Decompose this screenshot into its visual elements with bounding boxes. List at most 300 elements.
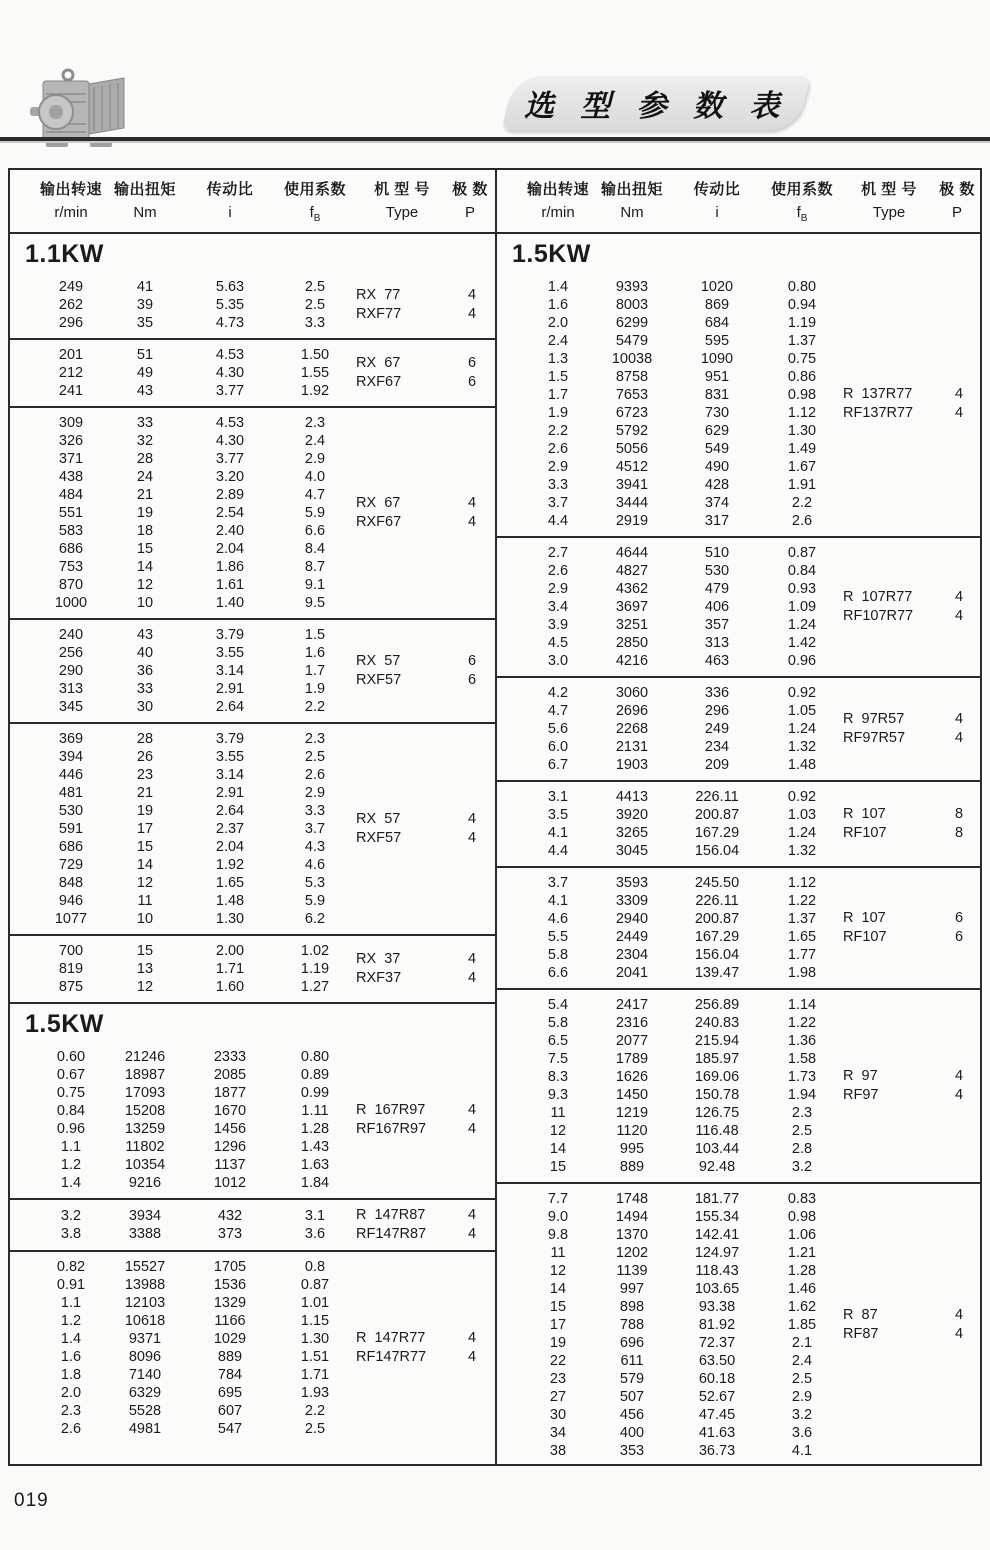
table-row [10,802,354,820]
cell-ratio: 93.38 [698,1299,736,1315]
cell-speed: 484 [58,487,84,503]
cell-servicefactor: 1.22 [787,1015,817,1031]
gear-group [497,538,980,676]
table-row [497,738,841,756]
cell-ratio: 2.89 [215,487,245,503]
cell-servicefactor: 2.6 [791,513,813,529]
cell-torque: 3045 [615,843,649,859]
gearmotor-logo-image [28,62,138,166]
cell-servicefactor: 3.2 [791,1159,813,1175]
type-name: RF147R87 [356,1226,427,1242]
cell-ratio: 629 [704,423,730,439]
table-column-left [10,170,495,1464]
cell-ratio: 249 [704,721,730,737]
gear-group-types [354,810,490,848]
cell-ratio: 3.14 [215,767,245,783]
table-row [497,1140,841,1158]
cell-speed: 290 [58,663,84,679]
cell-torque: 12 [136,577,154,593]
type-name: RX 57 [356,811,401,827]
cell-torque: 889 [619,1159,645,1175]
pole-count: 4 [954,711,964,727]
cell-servicefactor: 1.49 [787,441,817,457]
cell-speed: 3.8 [60,1226,82,1242]
cell-servicefactor: 1.27 [300,979,330,995]
cell-ratio: 2.64 [215,803,245,819]
cell-torque: 12 [136,979,154,995]
cell-speed: 2.9 [547,581,569,597]
cell-speed: 1.5 [547,369,569,385]
cell-torque: 3934 [128,1208,162,1224]
table-body-right [497,234,980,1466]
header-row-zh [497,178,980,199]
cell-ratio: 1.92 [215,857,245,873]
table-row [497,1370,841,1388]
table-row [10,1156,354,1174]
cell-speed: 30 [549,1407,567,1423]
cell-servicefactor: 3.6 [791,1425,813,1441]
cell-torque: 28 [136,451,154,467]
cell-speed: 438 [58,469,84,485]
type-line [354,671,490,690]
cell-speed: 212 [58,365,84,381]
cell-speed: 9.0 [547,1209,569,1225]
cell-servicefactor: 1.06 [787,1227,817,1243]
cell-torque: 1120 [616,1123,648,1139]
cell-torque: 43 [136,383,154,399]
cell-torque: 41 [136,279,154,295]
cell-servicefactor: 1.03 [787,807,817,823]
cell-ratio: 1029 [213,1331,247,1347]
cell-servicefactor: 3.3 [304,803,326,819]
type-name: R 137R77 [843,386,913,402]
cell-torque: 2919 [615,513,649,529]
cell-servicefactor: 3.7 [304,821,326,837]
cell-speed: 6.5 [547,1033,569,1049]
cell-servicefactor: 0.80 [300,1049,330,1065]
table-row [497,1406,841,1424]
cell-ratio: 1.65 [215,875,245,891]
cell-servicefactor: 2.9 [791,1389,813,1405]
type-line [841,928,977,947]
cell-speed: 262 [58,297,84,313]
cell-servicefactor: 1.30 [300,1331,330,1347]
table-row [497,1190,841,1208]
cell-servicefactor: 1.55 [300,365,330,381]
cell-servicefactor: 1.77 [787,947,817,963]
unit-speed: r/min [541,204,575,221]
cell-ratio: 256.89 [694,997,740,1013]
table-body-left [10,234,495,1464]
table-row [10,1258,354,1276]
cell-servicefactor: 5.3 [304,875,326,891]
unit-poles: P [464,204,475,221]
cell-servicefactor: 0.87 [787,545,817,561]
cell-speed: 241 [58,383,84,399]
table-row [10,504,354,522]
cell-speed: 249 [58,279,84,295]
table-row [10,346,354,364]
gear-group-types [841,385,977,423]
table-row [10,364,354,382]
cell-ratio: 357 [704,617,730,633]
type-line [841,729,977,748]
pole-count: 4 [467,1330,477,1346]
cell-torque: 611 [620,1353,644,1369]
table-row [497,494,841,512]
table-row [497,368,841,386]
table-row [497,1122,841,1140]
table-row [10,1420,354,1438]
cell-speed: 1000 [54,595,88,611]
cell-ratio: 2.91 [215,785,245,801]
cell-ratio: 226.11 [695,789,739,805]
gear-group-rows [497,1190,841,1460]
cell-speed: 371 [58,451,84,467]
type-line [354,1120,490,1139]
pole-count: 4 [467,830,477,846]
cell-torque: 18987 [124,1067,166,1083]
cell-ratio: 3.79 [215,627,245,643]
cell-servicefactor: 0.87 [300,1277,330,1293]
cell-servicefactor: 1.63 [300,1157,330,1173]
table-row [497,1032,841,1050]
cell-ratio: 200.87 [694,911,740,927]
pole-count: 8 [954,806,964,822]
cell-torque: 8758 [615,369,649,385]
cell-ratio: 92.48 [698,1159,736,1175]
cell-speed: 7.5 [547,1051,569,1067]
cell-ratio: 3.77 [215,451,245,467]
type-name: RX 37 [356,951,401,967]
cell-torque: 1450 [615,1087,649,1103]
unit-type: Type [385,204,419,221]
cell-ratio: 2.04 [215,541,245,557]
type-name: RF107R77 [843,608,914,624]
cell-speed: 201 [58,347,84,363]
cell-servicefactor: 3.2 [791,1407,813,1423]
gear-group-rows [497,544,841,670]
cell-speed: 9.3 [547,1087,569,1103]
type-name: RX 77 [356,287,401,303]
cell-ratio: 124.97 [694,1245,740,1261]
type-line [354,1348,490,1367]
cell-ratio: 63.50 [698,1353,736,1369]
table-row [497,512,841,530]
cell-servicefactor: 1.71 [300,1367,330,1383]
cell-speed: 3.2 [60,1208,82,1224]
cell-torque: 19 [136,803,154,819]
table-row [497,1262,841,1280]
unit-poles: P [951,204,962,221]
cell-speed: 394 [58,749,84,765]
cell-torque: 13259 [124,1121,166,1137]
cell-speed: 6.7 [547,757,569,773]
cell-servicefactor: 6.6 [304,523,326,539]
type-name: RXF57 [356,672,402,688]
cell-servicefactor: 1.28 [300,1121,330,1137]
pole-count: 6 [467,355,477,371]
cell-speed: 0.60 [56,1049,86,1065]
cell-torque: 36 [136,663,154,679]
cell-torque: 2696 [615,703,649,719]
table-row [10,314,354,332]
cell-ratio: 313 [704,635,730,651]
cell-ratio: 185.97 [694,1051,740,1067]
cell-torque: 15208 [124,1103,166,1119]
cell-servicefactor: 0.80 [787,279,817,295]
cell-speed: 2.0 [60,1385,82,1401]
cell-speed: 5.4 [547,997,569,1013]
cell-torque: 14 [136,559,154,575]
cell-speed: 591 [58,821,84,837]
cell-servicefactor: 1.58 [787,1051,817,1067]
power-section-heading: 1.5KW [512,240,591,268]
table-row [10,296,354,314]
cell-ratio: 4.73 [215,315,245,331]
cell-servicefactor: 0.98 [787,1209,817,1225]
unit-type: Type [872,204,906,221]
table-row [497,1352,841,1370]
cell-ratio: 5.35 [215,297,245,313]
type-line [354,513,490,532]
cell-torque: 2304 [615,947,649,963]
cell-ratio: 4.30 [215,365,245,381]
table-row [497,296,841,314]
cell-torque: 8003 [615,297,649,313]
table-row [497,1334,841,1352]
header-col-torque: 输出扭矩 [113,181,176,198]
cell-ratio: 1020 [700,279,734,295]
cell-speed: 848 [58,875,84,891]
table-row [497,1280,841,1298]
cell-torque: 15 [136,839,154,855]
type-line [841,385,977,404]
cell-servicefactor: 3.1 [304,1208,326,1224]
cell-servicefactor: 2.9 [304,451,326,467]
type-line [841,824,977,843]
cell-ratio: 510 [704,545,730,561]
table-row [497,1086,841,1104]
cell-torque: 3309 [615,893,649,909]
cell-servicefactor: 1.65 [787,929,817,945]
cell-torque: 2850 [615,635,649,651]
cell-speed: 6.0 [547,739,569,755]
type-name: RF107 [843,929,887,945]
gear-group [10,340,495,406]
cell-torque: 898 [619,1299,645,1315]
table-row [10,748,354,766]
cell-speed: 34 [549,1425,567,1441]
type-name: R 87 [843,1307,878,1323]
pole-count: 4 [467,495,477,511]
cell-speed: 2.0 [547,315,569,331]
cell-servicefactor: 1.93 [300,1385,330,1401]
type-name: RXF57 [356,830,402,846]
type-line [841,588,977,607]
cell-speed: 686 [58,839,84,855]
unit-f-sub: B [313,213,321,224]
type-line [354,1329,490,1348]
cell-servicefactor: 5.9 [304,505,326,521]
cell-speed: 3.1 [547,789,569,805]
cell-ratio: 1.48 [215,893,245,909]
table-row [10,1276,354,1294]
cell-ratio: 730 [704,405,730,421]
header-col-servicefactor: 使用系数 [770,181,833,198]
cell-ratio: 549 [704,441,730,457]
pole-count: 4 [467,287,477,303]
gear-group [497,272,980,536]
cell-ratio: 3.77 [215,383,245,399]
table-row [497,314,841,332]
cell-ratio: 2085 [213,1067,247,1083]
cell-ratio: 1.30 [215,911,245,927]
cell-torque: 997 [619,1281,645,1297]
type-line [354,305,490,324]
table-row [497,458,841,476]
pole-count: 6 [467,672,477,688]
cell-torque: 26 [136,749,154,765]
cell-ratio: 142.41 [694,1227,740,1243]
table-row [497,946,841,964]
cell-speed: 446 [58,767,84,783]
cell-speed: 23 [549,1371,567,1387]
cell-torque: 43 [136,627,154,643]
pole-count: 6 [954,929,964,945]
cell-servicefactor: 1.05 [787,703,817,719]
cell-servicefactor: 4.3 [304,839,326,855]
cell-ratio: 2.04 [215,839,245,855]
cell-ratio: 156.04 [694,947,740,963]
cell-servicefactor: 9.5 [304,595,326,611]
cell-ratio: 784 [217,1367,243,1383]
cell-ratio: 1670 [213,1103,247,1119]
gear-group-types [841,588,977,626]
cell-speed: 3.5 [547,807,569,823]
gear-group-rows [497,874,841,982]
gear-group-rows [10,942,354,996]
pole-count: 6 [467,374,477,390]
table-header [10,170,495,234]
cell-speed: 345 [58,699,84,715]
table-row [497,598,841,616]
cell-ratio: 3.55 [215,749,245,765]
cell-speed: 17 [549,1317,567,1333]
cell-torque: 18 [136,523,154,539]
type-line [841,805,977,824]
table-row [10,978,354,996]
cell-ratio: 118.43 [695,1263,739,1279]
gear-group-types [354,494,490,532]
cell-speed: 4.4 [547,513,569,529]
table-row [10,486,354,504]
table-row [497,1244,841,1262]
type-name: R 107 [843,910,886,926]
cell-speed: 2.4 [547,333,569,349]
pole-count: 4 [467,514,477,530]
cell-torque: 6329 [128,1385,162,1401]
pole-count: 4 [467,1349,477,1365]
cell-torque: 1139 [616,1263,648,1279]
gear-group-rows [10,1048,354,1192]
cell-torque: 5792 [615,423,649,439]
table-row [497,422,841,440]
title-banner [501,76,810,130]
cell-ratio: 167.29 [694,825,740,841]
table-row [497,386,841,404]
cell-ratio: 60.18 [698,1371,736,1387]
table-row [10,468,354,486]
cell-ratio: 155.34 [694,1209,740,1225]
cell-servicefactor: 2.4 [304,433,326,449]
table-row [497,332,841,350]
gear-group [10,1042,495,1198]
gear-group-rows [497,278,841,530]
header-col-poles: 极 数 [452,181,488,198]
table-row [497,684,841,702]
gear-group [497,1184,980,1466]
table-row [10,576,354,594]
table-row [10,856,354,874]
pole-count: 6 [467,653,477,669]
pole-count: 4 [467,1121,477,1137]
selection-parameter-table [8,168,982,1466]
cell-torque: 1903 [615,757,649,773]
table-row [497,350,841,368]
cell-speed: 4.1 [547,825,569,841]
cell-servicefactor: 1.24 [787,825,817,841]
gear-group [497,678,980,780]
cell-servicefactor: 1.37 [787,911,817,927]
cell-torque: 3265 [615,825,649,841]
cell-speed: 1.4 [547,279,569,295]
type-name: R 97R57 [843,711,905,727]
cell-speed: 5.8 [547,1015,569,1031]
cell-torque: 2041 [615,965,649,981]
gear-group-rows [10,730,354,928]
gear-group [497,990,980,1182]
cell-servicefactor: 8.4 [304,541,326,557]
table-row [10,382,354,400]
table-row [497,1208,841,1226]
cell-servicefactor: 2.2 [791,495,813,511]
cell-torque: 3388 [128,1226,162,1242]
cell-torque: 39 [136,297,154,313]
cell-ratio: 52.67 [698,1389,736,1405]
type-line [841,1325,977,1344]
cell-torque: 21246 [124,1049,166,1065]
type-name: RXF67 [356,374,402,390]
header-col-type: 机 型 号 [374,181,430,198]
cell-torque: 1494 [615,1209,649,1225]
cell-servicefactor: 1.84 [300,1175,330,1191]
gear-group [10,724,495,934]
table-row [10,558,354,576]
type-line [354,1206,490,1225]
cell-speed: 326 [58,433,84,449]
cell-ratio: 889 [217,1349,243,1365]
cell-torque: 40 [136,645,154,661]
cell-torque: 11802 [125,1139,165,1155]
cell-torque: 456 [619,1407,645,1423]
cell-torque: 32 [136,433,154,449]
table-row [10,1330,354,1348]
cell-torque: 788 [619,1317,645,1333]
table-row [497,842,841,860]
cell-servicefactor: 0.86 [787,369,817,385]
cell-ratio: 373 [217,1226,243,1242]
